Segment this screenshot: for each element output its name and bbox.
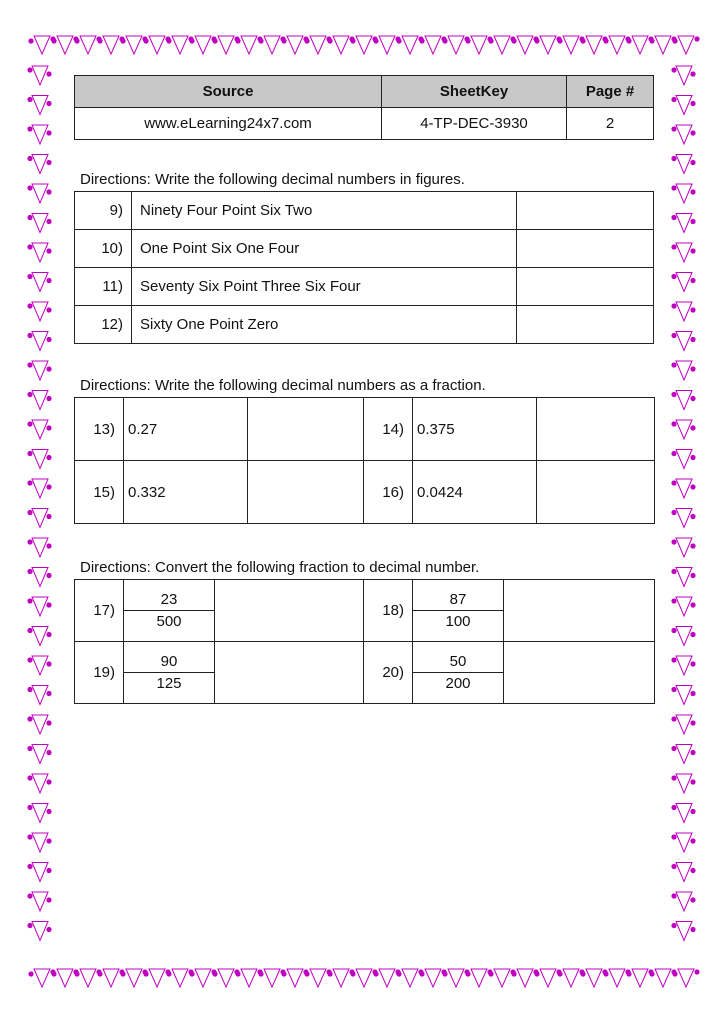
question-number: 9) (75, 192, 132, 230)
fraction-to-decimal-table (74, 579, 655, 704)
answer-cell[interactable] (517, 230, 654, 268)
answer-cell[interactable] (248, 398, 364, 461)
sheetkey-header: SheetKey (382, 76, 567, 108)
answer-cell[interactable] (537, 461, 655, 524)
answer-cell[interactable] (504, 642, 655, 704)
fraction (124, 642, 215, 704)
answer-cell[interactable] (215, 580, 364, 642)
question-number: 17) (75, 580, 124, 642)
sheetkey-value: 4-TP-DEC-3930 (382, 108, 567, 140)
answer-cell[interactable] (504, 580, 655, 642)
table-row (75, 398, 655, 461)
question-number: 15) (75, 461, 124, 524)
directions-3: Directions: Convert the following fraction to decimal number. (80, 559, 480, 576)
question-text: One Point Six One Four (132, 230, 517, 268)
table-row (75, 642, 655, 704)
fraction (124, 580, 215, 642)
question-number: 13) (75, 398, 124, 461)
question-number: 14) (364, 398, 413, 461)
table-row (75, 580, 655, 642)
question-text: Ninety Four Point Six Two (132, 192, 517, 230)
question-number: 16) (364, 461, 413, 524)
header-table (74, 75, 654, 140)
decimal-value: 0.375 (413, 398, 537, 461)
table-row (75, 268, 654, 306)
page-header: Page # (567, 76, 654, 108)
answer-cell[interactable] (215, 642, 364, 704)
decimal-value: 0.332 (124, 461, 248, 524)
numerator: 50 (412, 653, 504, 673)
decimal-to-fraction-table (74, 397, 655, 524)
fraction (413, 642, 504, 704)
question-number: 20) (364, 642, 413, 704)
answer-cell[interactable] (517, 192, 654, 230)
words-table (74, 191, 654, 344)
numerator: 23 (123, 591, 215, 611)
question-number: 10) (75, 230, 132, 268)
question-number: 18) (364, 580, 413, 642)
question-number: 19) (75, 642, 124, 704)
question-text: Sixty One Point Zero (132, 306, 517, 344)
table-row (75, 230, 654, 268)
denominator: 100 (445, 613, 471, 630)
question-number: 12) (75, 306, 132, 344)
decimal-value: 0.27 (124, 398, 248, 461)
numerator: 87 (412, 591, 504, 611)
denominator: 200 (445, 675, 471, 692)
answer-cell[interactable] (517, 268, 654, 306)
directions-2: Directions: Write the following decimal numbers as a fraction. (80, 377, 486, 394)
answer-cell[interactable] (537, 398, 655, 461)
table-row (75, 306, 654, 344)
answer-cell[interactable] (248, 461, 364, 524)
fraction (413, 580, 504, 642)
question-text: Seventy Six Point Three Six Four (132, 268, 517, 306)
page-value: 2 (567, 108, 654, 140)
directions-1: Directions: Write the following decimal numbers in figures. (80, 171, 465, 188)
denominator: 500 (156, 613, 182, 630)
source-header: Source (75, 76, 382, 108)
question-number: 11) (75, 268, 132, 306)
answer-cell[interactable] (517, 306, 654, 344)
denominator: 125 (156, 675, 182, 692)
source-value: www.eLearning24x7.com (75, 108, 382, 140)
table-row (75, 461, 655, 524)
table-row (75, 192, 654, 230)
numerator: 90 (123, 653, 215, 673)
decimal-value: 0.0424 (413, 461, 537, 524)
